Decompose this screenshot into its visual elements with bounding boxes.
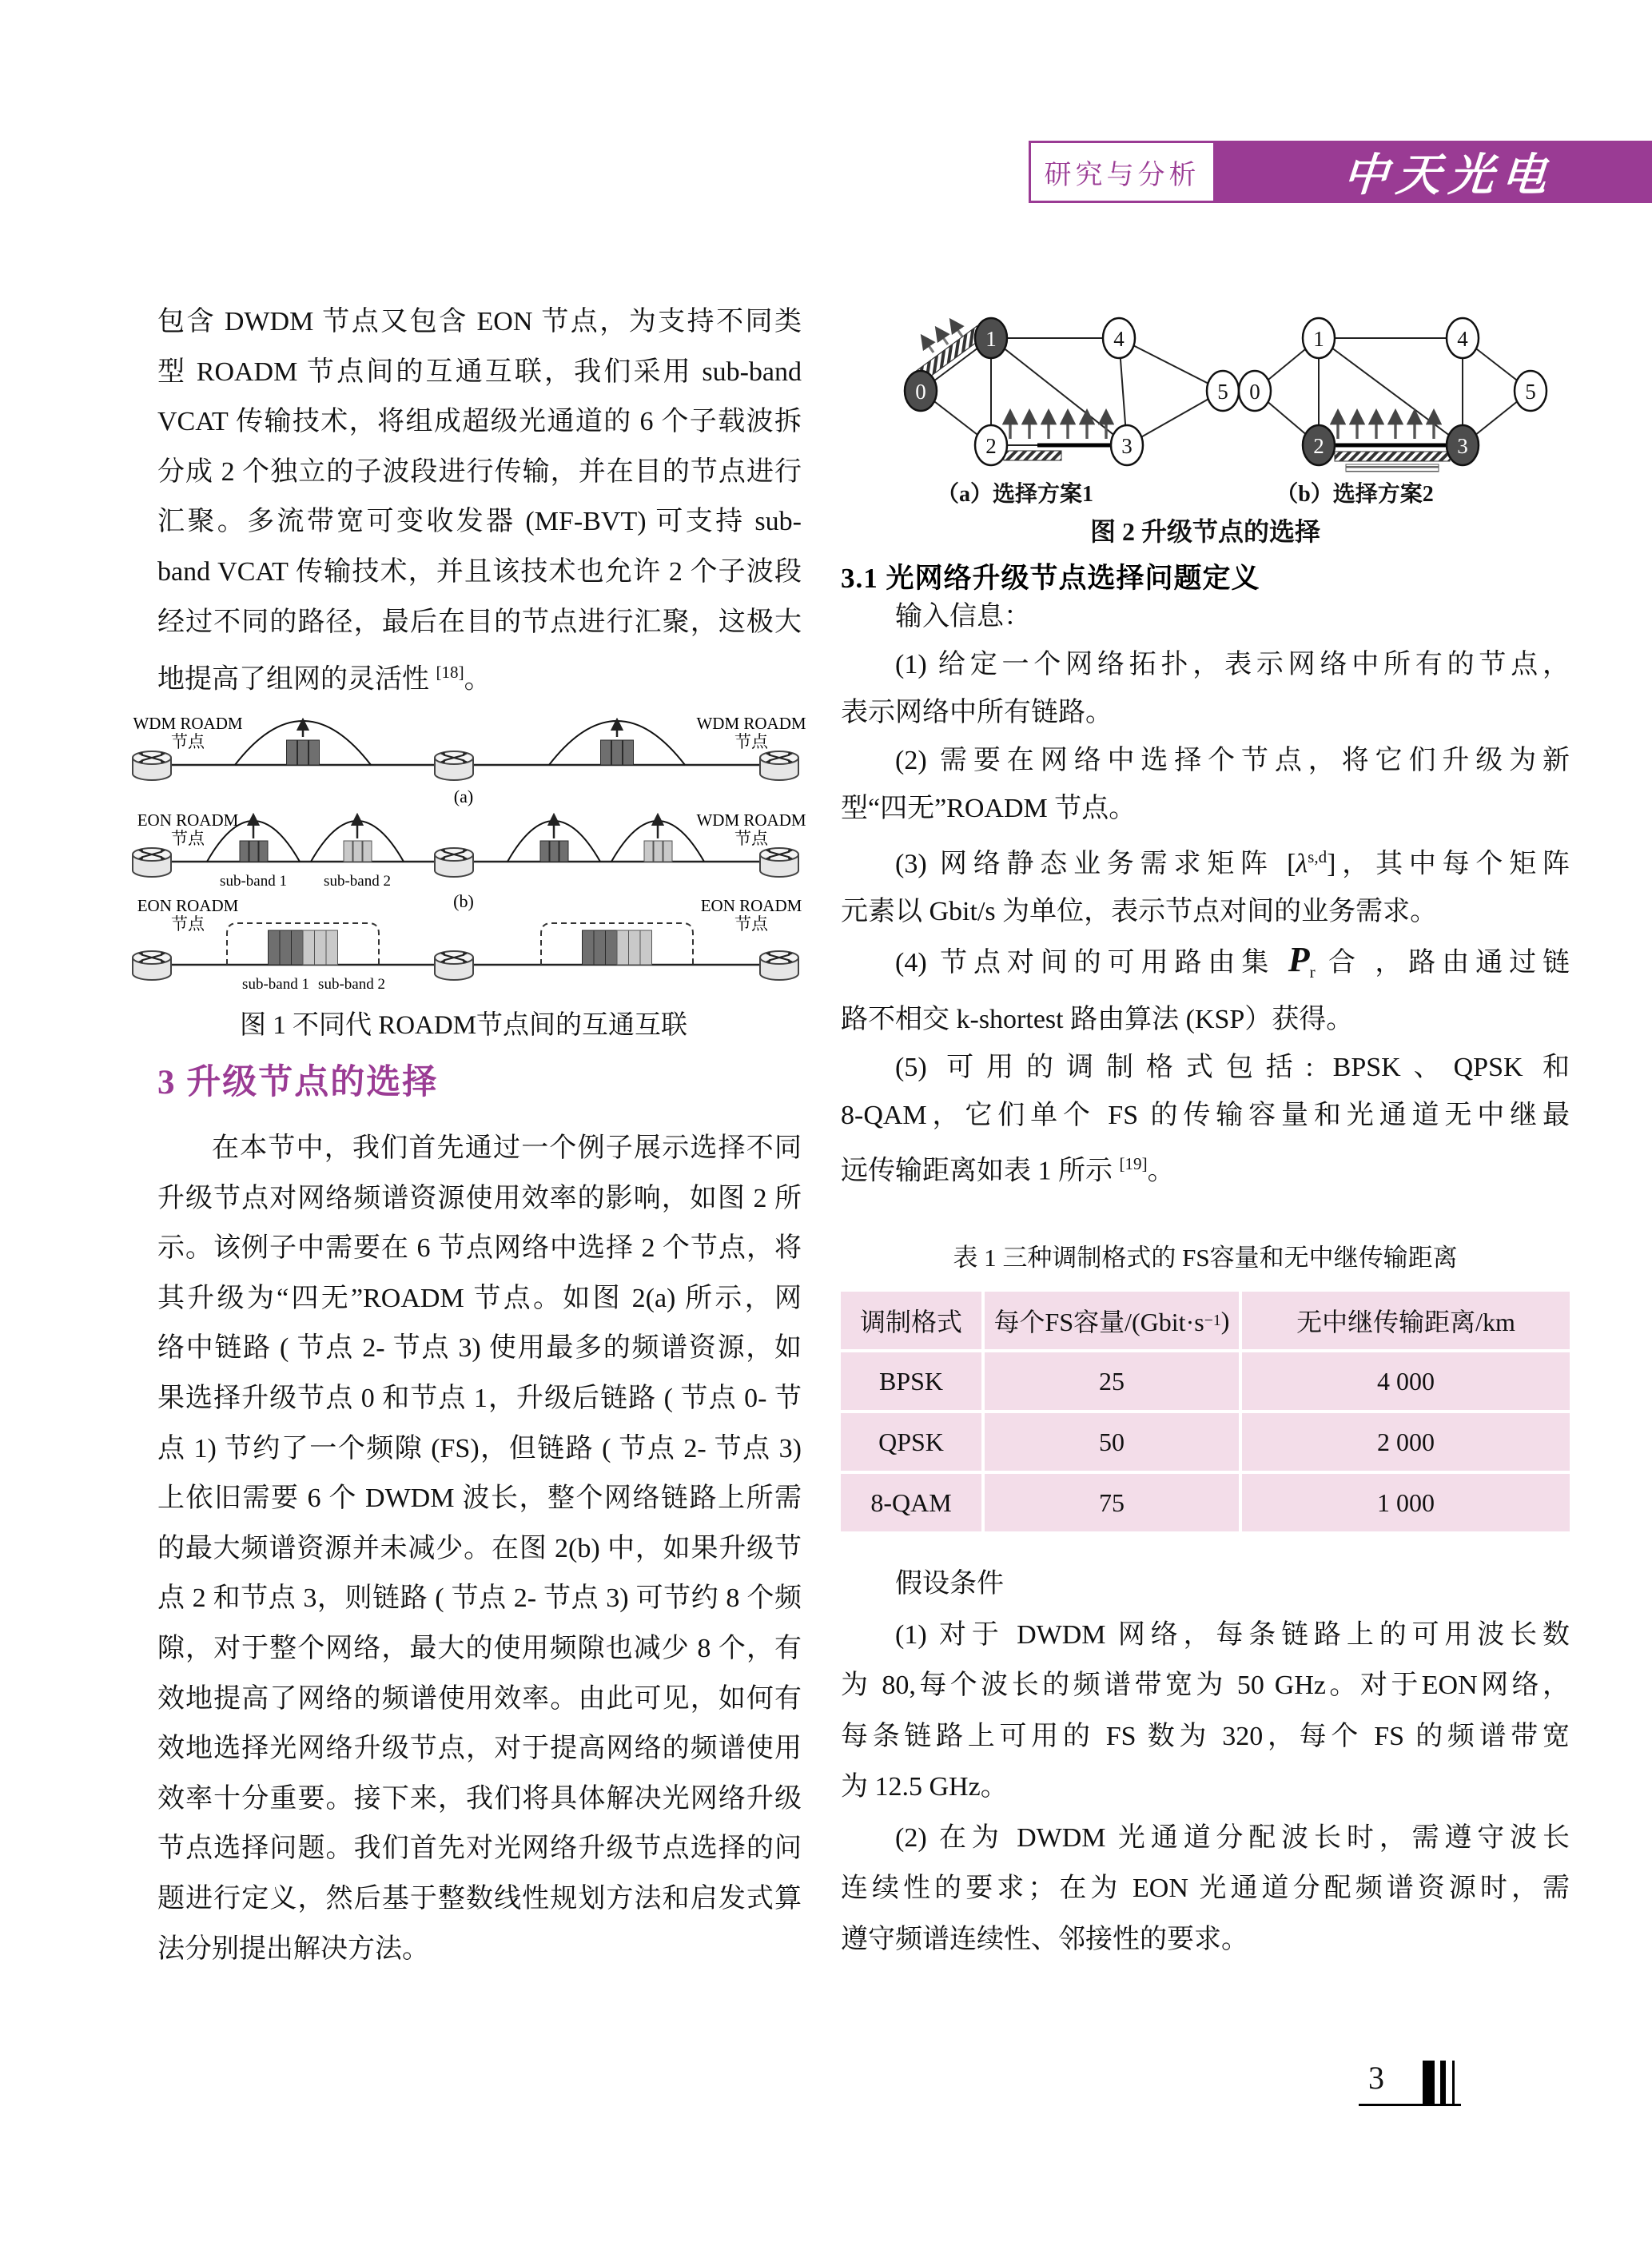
text-line: (1) 对于 DWDM 网络，每条链路上的可用波长数 [895,1619,1570,1650]
table1 [841,1292,1570,1531]
table1-cell: 4 000 [1242,1352,1570,1410]
text-line: 遵守频谱连续性、邻接性的要求。 [841,1924,1248,1954]
text-line: (2) 在为 DWDM 光通道分配波长时，需遵守波长 [895,1822,1570,1853]
text-line: band VCAT 传输技术，并且该技术也允许 2 个子波段 [157,556,802,587]
right-definition-block [841,593,1570,1195]
text-line: 示。该例子中需要在 6 节点网络中选择 2 个节点，将 [157,1233,802,1264]
text-line: 法分别提出解决方法。 [157,1933,429,1964]
text-line: 地提高了组网的灵活性 [18]。 [157,663,492,695]
text-line: 在本节中，我们首先通过一个例子展示选择不同 [212,1133,802,1163]
text-line: 连续性的要求；在为 EON 光通道分配频谱资源时，需 [841,1874,1570,1903]
text-line: 果选择升级节点 0 和节点 1，升级后链路 ( 节点 0- 节 [157,1383,802,1413]
router-icon [133,751,171,780]
fig2a-link-spectrum [1004,451,1061,460]
text-line: (3) 网络静态业务需求矩阵 $[\lambda^{s,d}]$，其中每个矩阵 [895,847,1570,879]
text-line: 节点选择问题。我们首先对光网络升级节点选择的问 [157,1834,802,1864]
fig2b-node-5: 5 [1525,380,1536,404]
router-icon [435,848,473,877]
fig2b-link-spectrum2 [1346,464,1439,472]
fig1-row-b-left-label: EON ROADM [137,810,239,830]
text-line: 元素以 Gbit/s 为单位，表示节点对间的业务需求。 [841,897,1438,927]
router-icon [760,751,798,780]
left-paragraph-1 [157,297,802,705]
text-line: 为 12.5 GHz。 [841,1772,1008,1802]
text-line: 升级节点对网络频谱资源使用效率的影响，如图 2 所 [157,1183,802,1213]
text-line: 效率十分重要。接下来，我们将具体解决光网络升级 [157,1783,802,1814]
brand-bar [1216,141,1652,203]
text-line: 效地选择光网络升级节点，对于提高网络的频谱使用 [157,1734,802,1764]
text-line: 汇聚。多流带宽可变收发器 (MF-BVT) 可支持 sub- [157,507,802,537]
table1-cell: 25 [985,1352,1239,1410]
table1-cell: 75 [985,1474,1239,1531]
section-3-heading: 3 升级节点的选择 [157,1064,439,1101]
page-number: 3 [1368,2060,1384,2096]
text-line: (1) 给定一个网络拓扑，表示网络中所有的节点， [895,650,1570,679]
fig2a-node-4: 4 [1113,327,1125,351]
text-line: 的最大频谱资源并未减少。在图 2(b) 中，如果升级节 [157,1533,802,1563]
fig2b-spectrum-arrows [1338,412,1434,439]
assumptions-label: 假设条件 [895,1569,1004,1599]
text-line: 型“四无”ROADM 节点。 [841,794,1136,823]
text-line: 型 ROADM 节点间的互通互联，我们采用 sub-band [157,356,802,387]
fig1-row-c-left-label2: 节点 [171,914,205,934]
table1-header-capacity: 每个FS容量/(Gbit·s −1 ) [985,1292,1239,1349]
fig1-row-a-left-label2: 节点 [171,732,205,751]
text-line: 上依旧需要 6 个 DWDM 波长，整个网络链路上所需 [157,1483,802,1514]
text-line: 效地提高了网络的频谱使用效率。由此可见，如何有 [157,1683,802,1714]
text-line: 路不相交 k-shortest 路由算法 (KSP）获得。 [841,1005,1354,1035]
text-line: 点 1) 节约了一个频隙 (FS)，但链路 ( 节点 2- 节点 3) [157,1433,802,1463]
footer-bar-icon [1440,2061,1446,2105]
table1-cell: QPSK [841,1413,981,1471]
footer-bar-icon [1452,2061,1455,2105]
text-line: 8-QAM，它们单个 FS 的传输容量和光通道无中继最 [841,1101,1570,1131]
fig1-row-a-left-label: WDM ROADM [133,714,243,733]
table1-cell: BPSK [841,1352,981,1410]
router-icon [435,951,473,980]
text-line: 点 2 和节点 3，则链路 ( 节点 2- 节点 3) 可节约 8 个频 [157,1583,802,1614]
citation-ref: [18] [436,663,464,683]
fig1-row-b-tag: (b) [453,891,474,911]
fig1-row-c-right-label2: 节点 [734,914,768,934]
fig2a-nodes [905,318,1239,465]
table1-cell: 2 000 [1242,1413,1570,1471]
text-line: 为 80,每个波长的频谱带宽为 50 GHz。对于EON网络， [841,1671,1570,1700]
fig2a-node-1: 1 [985,327,997,351]
figure2-node-selection [841,308,1572,476]
fig2b-link-spectrum [1335,452,1450,461]
fig1-row-b-right-label: WDM ROADM [696,810,806,830]
text-line: 表示网络中所有链路。 [841,698,1113,727]
table1-header-distance: 无中继传输距离/km [1242,1292,1570,1349]
fig1-row-a-tag: (a) [453,786,474,806]
fig2a-node-2: 2 [985,434,997,458]
section-3-1-heading: 3.1 光网络升级节点选择问题定义 [841,563,1260,594]
left-paragraph-2 [157,1124,802,1974]
footer-bar-icon [1423,2061,1435,2105]
fig1-row-c-left-label: EON ROADM [137,896,239,915]
text-line: (2) 需要在网络中选择个节点，将它们升级为新 [895,746,1570,775]
fig2a-spectrum-arrows [1010,412,1106,439]
citation-ref: [19] [1119,1154,1148,1174]
text-line: 分成 2 个独立的子波段进行传输，并在目的节点进行 [157,456,802,487]
lambda-symbol: λ [1296,849,1308,879]
table1-header-modulation: 调制格式 [841,1292,981,1349]
column-tag-label: 研究与分析 [1044,159,1200,190]
fig2b-node-4: 4 [1457,327,1468,351]
figure1-caption: 图 1 不同代 ROADM节点间的互通互联 [239,1011,688,1040]
text-line: 题进行定义，然后基于整数线性规划方法和启发式算 [157,1883,802,1913]
text-line: (4) 节点对间的可用路由集 $P_r$ 合 ，路由通过链 [895,940,1570,982]
figure2-caption: 图 2 升级节点的选择 [1089,517,1320,546]
input-info-label: 输入信息： [895,602,1031,631]
fig2b-node-1: 1 [1313,327,1324,351]
table1-cell: 8-QAM [841,1474,981,1531]
fig2b-edges [1255,338,1531,445]
fig2a-node-5: 5 [1217,380,1228,404]
assumptions-block [841,1559,1570,1965]
text-line: (5) 可用的调制格式包括: BPSK、QPSK 和 [895,1053,1570,1083]
text-line: 每条链路上可用的 FS 数为 320，每个 FS 的频谱带宽 [841,1721,1570,1751]
table1-title: 表 1 三种调制格式的 FS容量和无中继传输距离 [953,1244,1458,1272]
fig2a-edges [921,338,1223,445]
router-icon [133,951,171,980]
figure2b-subcaption: （b）选择方案2 [1276,482,1434,507]
fig2b-nodes [1239,318,1547,465]
text-line: VCAT 传输技术，将组成超级光通道的 6 个子载波拆 [157,407,802,437]
fig1-row-b-right-label2: 节点 [734,829,768,848]
fig1-subband1-label: sub-band 1 [242,976,309,993]
fig1-subband1-label: sub-band 1 [220,873,287,890]
router-icon [133,848,171,877]
fig2b-node-3: 3 [1457,434,1468,458]
table1-cell: 50 [985,1413,1239,1471]
fig1-row-c-right-label: EON ROADM [700,896,802,915]
fig2a-node-3: 3 [1121,434,1133,458]
router-icon [760,951,798,980]
text-line: 络中链路 ( 节点 2- 节点 3) 使用最多的频谱资源，如 [157,1333,802,1364]
fig2b-node-0: 0 [1249,380,1260,404]
route-set-symbol: P [1288,940,1310,980]
text-line: 经过不同的路径，最后在目的节点进行汇聚，这极大 [157,607,802,637]
text-line: 其升级为“四无”ROADM 节点。如图 2(a) 所示，网 [157,1283,802,1313]
fig1-row-a-right-label2: 节点 [734,732,768,751]
text-line: 远传输距离如表 1 所示 [19]。 [841,1154,1175,1186]
router-icon [435,751,473,780]
figure1-roadm-interconnection [116,713,811,993]
brand-logo-text: 中天光电 [1341,151,1556,201]
column-tag [1029,141,1216,203]
text-line: 隙，对于整个网络，最大的使用频隙也减少 8 个，有 [157,1633,802,1663]
fig1-subband2-label: sub-band 2 [318,976,385,993]
fig2b-node-2: 2 [1313,434,1324,458]
fig1-row-a-right-label: WDM ROADM [696,714,806,733]
figure2a-subcaption: （a）选择方案1 [936,482,1093,507]
fig1-row-b-left-label2: 节点 [171,829,205,848]
router-icon [760,848,798,877]
table1-cell: 1 000 [1242,1474,1570,1531]
fig1-subband2-label: sub-band 2 [324,873,391,890]
fig2a-node-0: 0 [915,380,926,404]
text-line: 包含 DWDM 节点又包含 EON 节点，为支持不同类 [157,307,802,336]
